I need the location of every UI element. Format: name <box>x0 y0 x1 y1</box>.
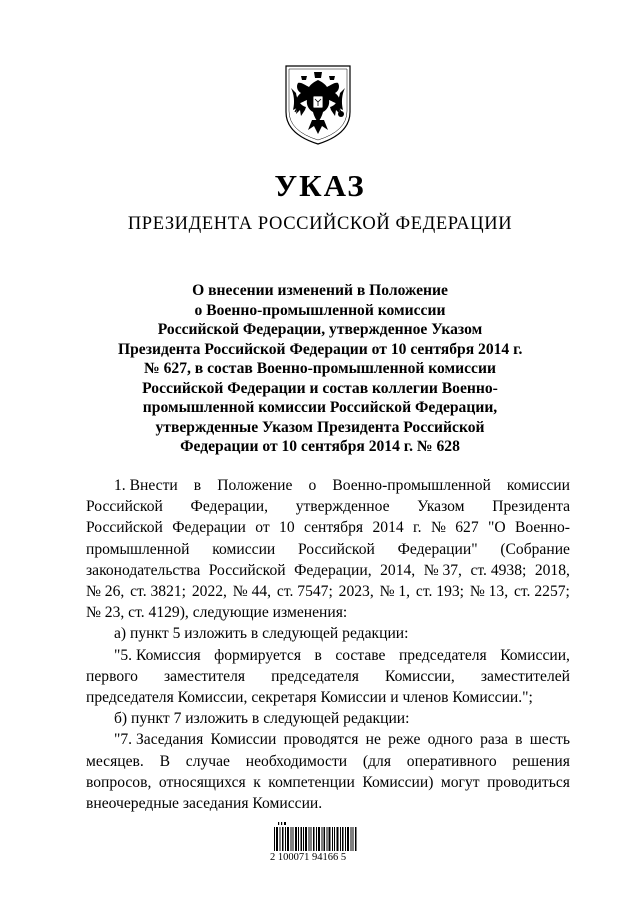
word: В <box>159 752 170 770</box>
word: заместителей <box>480 667 570 685</box>
word: Федерации, <box>294 561 372 579</box>
word: Российской <box>86 519 163 537</box>
word: председателя <box>271 667 359 685</box>
word: 2014 <box>372 519 404 537</box>
heading-line: О внесении изменений в Положение <box>192 282 448 299</box>
double-headed-eagle-icon <box>281 60 355 146</box>
word: № <box>430 519 446 537</box>
word: проводиться <box>487 773 570 791</box>
word: 2014, <box>380 561 416 579</box>
word: Комиссии <box>210 731 277 749</box>
word: раза <box>480 731 508 749</box>
word: Положение <box>217 477 293 494</box>
word: необходимости <box>245 752 348 770</box>
word: ст. 4938; <box>470 561 527 579</box>
word: комиссии <box>212 540 276 558</box>
word: Российской <box>86 498 163 516</box>
body-line: председателя Комиссии, секретаря Комиссии и членов Комиссии."; <box>86 689 533 707</box>
heading-line: о Военно-промышленной комиссии <box>194 301 446 319</box>
word: сентября <box>304 519 364 537</box>
word: Российской <box>298 540 375 558</box>
heading-line: № 627, в состав Военно-промышленной комиссии <box>144 360 496 377</box>
word: ст. 193; <box>415 583 465 601</box>
word: относящихся <box>158 773 246 791</box>
word: промышленной <box>86 540 190 558</box>
body-line <box>86 751 570 772</box>
word: к <box>253 773 261 791</box>
word: в <box>515 731 523 749</box>
body-line <box>86 560 570 581</box>
word: Федерации <box>172 519 246 537</box>
word: о <box>308 477 317 494</box>
word: вопросов, <box>86 773 152 791</box>
decree-title: УКАЗ <box>274 168 366 203</box>
word: 2018, <box>534 561 570 579</box>
word: ст. 2257; <box>513 583 570 601</box>
word: в <box>314 646 322 664</box>
word: (Собрание <box>500 540 570 558</box>
word: Российской <box>208 561 286 579</box>
word: № 37, <box>423 561 462 579</box>
body-line <box>86 645 570 666</box>
body-line <box>86 772 570 793</box>
word: "5. Комиссия <box>114 646 201 664</box>
word: 2023, <box>338 583 374 601</box>
body-line: внеочередные заседания Комиссии. <box>86 795 323 813</box>
heading-line: Российской Федерации и состав коллегии Военно- <box>142 379 498 397</box>
body-line <box>86 517 570 538</box>
decree-subtitle: ПРЕЗИДЕНТА РОССИЙСКОЙ ФЕДЕРАЦИИ <box>127 214 513 234</box>
word: случае <box>185 752 230 770</box>
word: 10 <box>279 519 295 537</box>
word: г. <box>413 519 422 537</box>
word: Указом <box>417 498 465 516</box>
body-line <box>86 539 570 560</box>
word: комиссии <box>506 477 570 494</box>
word: решения <box>512 752 570 770</box>
word: утвержденное <box>295 498 390 516</box>
word: председателя <box>398 646 487 664</box>
word: составе <box>335 646 386 664</box>
word: Комиссии, <box>500 646 570 664</box>
word: № 26, <box>86 583 125 601</box>
word: "7. Заседания <box>114 731 204 749</box>
heading-line: Федерации от 10 сентября 2014 г. № 628 <box>180 438 460 455</box>
word: формируется <box>214 646 302 664</box>
word: от <box>255 519 270 537</box>
word: не <box>365 731 381 749</box>
word: реже <box>388 731 421 749</box>
word: № 1, <box>379 583 411 601</box>
word: № 13, <box>469 583 509 601</box>
word: заместителя <box>164 667 246 685</box>
body-line: № 23, ст. 4129), следующие изменения: <box>86 604 348 622</box>
word: № 44, <box>232 583 272 601</box>
word: в <box>193 477 202 494</box>
barcode-number: 2 100071 94166 5 <box>270 852 347 863</box>
word: 2022, <box>191 583 227 601</box>
word: оперативного <box>406 752 497 770</box>
word: месяцев. <box>86 752 144 770</box>
heading-line: промышленной комиссии Российской Федерации, <box>142 399 498 416</box>
word: "О <box>487 519 506 537</box>
item-a: а) пункт 5 изложить в следующей редакции: <box>114 625 409 643</box>
heading-line: Президента Российской Федерации от 10 сентября 2014 г. <box>118 340 523 358</box>
heading-line: утвержденные Указом Президента Российской <box>155 418 485 436</box>
word: ст. 7547; <box>276 583 333 601</box>
body-line <box>86 666 570 687</box>
word: Федерации" <box>397 540 478 558</box>
word: Военно- <box>515 519 570 537</box>
word: Военно-промышленной <box>332 477 491 494</box>
paragraph-1 <box>86 475 570 814</box>
word: могут <box>440 773 480 791</box>
word: законодательства <box>86 561 201 579</box>
word: Президента <box>492 498 570 516</box>
body-line <box>86 475 570 496</box>
word: 1. Внести <box>114 477 178 494</box>
word: проводятся <box>283 731 359 749</box>
word: шесть <box>529 731 570 749</box>
word: Комиссии) <box>362 773 434 791</box>
word: одного <box>427 731 473 749</box>
barcode-icon <box>272 822 372 852</box>
barcode <box>272 822 372 852</box>
body-line <box>86 496 570 517</box>
heading-line: Российской Федерации, утвержденное Указом <box>157 321 483 338</box>
word: (для <box>362 752 391 770</box>
word: Федерации, <box>190 498 269 516</box>
coat-of-arms-emblem <box>281 60 355 146</box>
word: 627 <box>455 519 479 537</box>
decree-heading <box>118 281 522 457</box>
word: Комиссии, <box>385 667 455 685</box>
word: первого <box>86 667 138 685</box>
word: ст. 3821; <box>130 583 187 601</box>
body-line <box>86 729 570 750</box>
item-b: б) пункт 7 изложить в следующей редакции: <box>114 710 410 728</box>
body-line <box>86 581 570 602</box>
word: компетенции <box>268 773 355 791</box>
